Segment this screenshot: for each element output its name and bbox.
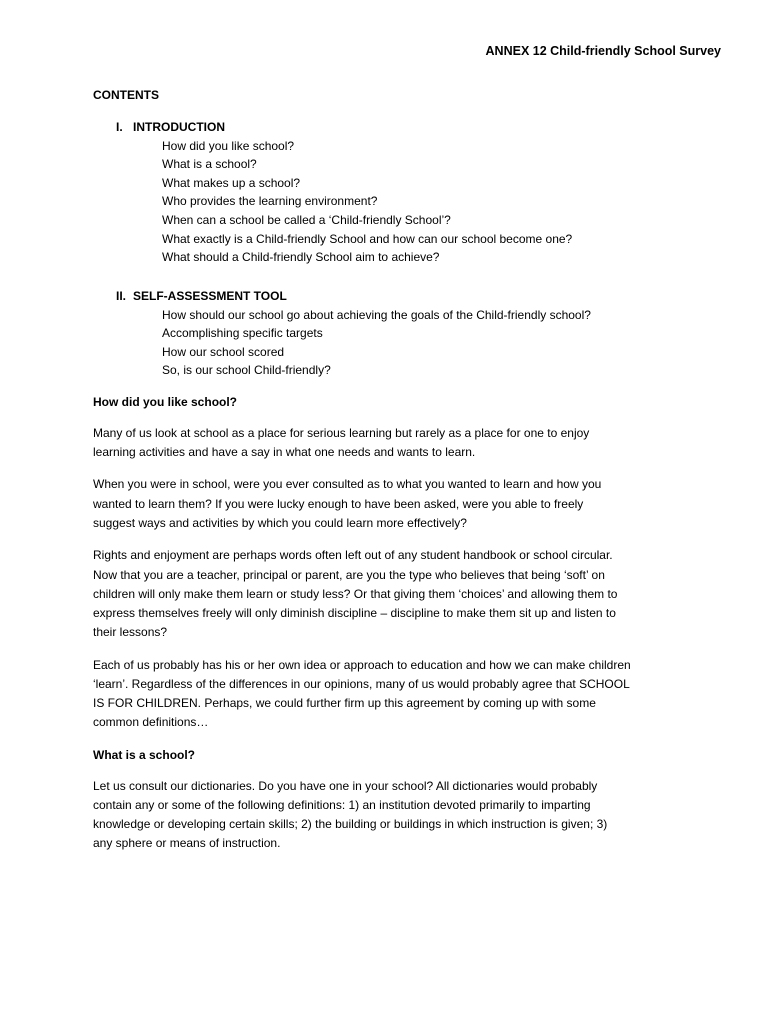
toc-item: Accomplishing specific targets <box>162 326 323 341</box>
toc-item: So, is our school Child-friendly? <box>162 363 331 378</box>
body-paragraph: Let us consult our dictionaries. Do you have one in your school? All dictionaries would probably contain any or some of the following definitions: 1) an institution devoted primarily to imparting knowledge or developing certain skills; 2) the building or buildings in which instruction is given; 3) any sphere or means of instruction. <box>93 778 608 851</box>
section-numeral: II. <box>116 289 127 303</box>
annex-header: ANNEX 12 Child-friendly School Survey <box>485 44 721 58</box>
section-title-text: INTRODUCTION <box>133 120 225 134</box>
toc-list-introduction <box>93 137 572 267</box>
body-heading: How did you like school? <box>93 395 238 409</box>
body-paragraph: Rights and enjoyment are perhaps words often left out of any student handbook or school circular. Now that you are a teacher, principal or parent, are you the type who believes that being ‘soft’ on children will only make them learn or study less? Or that giving them ‘choices’ and allowing them to express themselves freely will only diminish discipline – discipline to make them sit up and listen to their lessons? <box>93 548 618 640</box>
toc-item: What exactly is a Child-friendly School and how can our school become one? <box>162 231 573 246</box>
toc-item: What makes up a school? <box>162 175 301 190</box>
toc-section-self-assessment <box>93 287 591 380</box>
toc-item: How should our school go about achieving the goals of the Child-friendly school? <box>162 307 591 322</box>
toc-section-title <box>93 118 572 137</box>
toc-item: Who provides the learning environment? <box>162 194 378 209</box>
toc-section-introduction <box>93 118 572 267</box>
toc-item: When can a school be called a ‘Child-friendly School’? <box>162 212 451 227</box>
toc-item: How did you like school? <box>162 138 295 153</box>
body-section-how-did-you-like-school <box>93 393 683 867</box>
section-title-text: SELF-ASSESSMENT TOOL <box>133 289 287 303</box>
body-heading: What is a school? <box>93 748 196 762</box>
body-paragraph: Each of us probably has his or her own idea or approach to education and how we can make children ‘learn’. Regardless of the differences in our opinions, many of us would probably agree that SCHOOL IS FOR CHILDREN. Perhaps, we could further firm up this agreement by coming up with some common definitions… <box>93 657 631 730</box>
toc-section-title <box>93 287 591 306</box>
toc-item: How our school scored <box>162 344 285 359</box>
toc-item: What is a school? <box>162 157 257 172</box>
contents-heading: CONTENTS <box>93 88 159 102</box>
body-paragraph: Many of us look at school as a place for serious learning but rarely as a place for one to enjoy learning activities and have a say in what one needs and wants to learn. <box>93 425 590 459</box>
toc-item: What should a Child-friendly School aim to achieve? <box>162 250 440 265</box>
section-numeral: I. <box>116 120 123 134</box>
toc-list-self-assessment <box>93 306 591 380</box>
body-paragraph: When you were in school, were you ever consulted as to what you wanted to learn and how you wanted to learn them? If you were lucky enough to have been asked, were you able to freely suggest ways and activities by which you could learn more effectively? <box>93 477 602 530</box>
